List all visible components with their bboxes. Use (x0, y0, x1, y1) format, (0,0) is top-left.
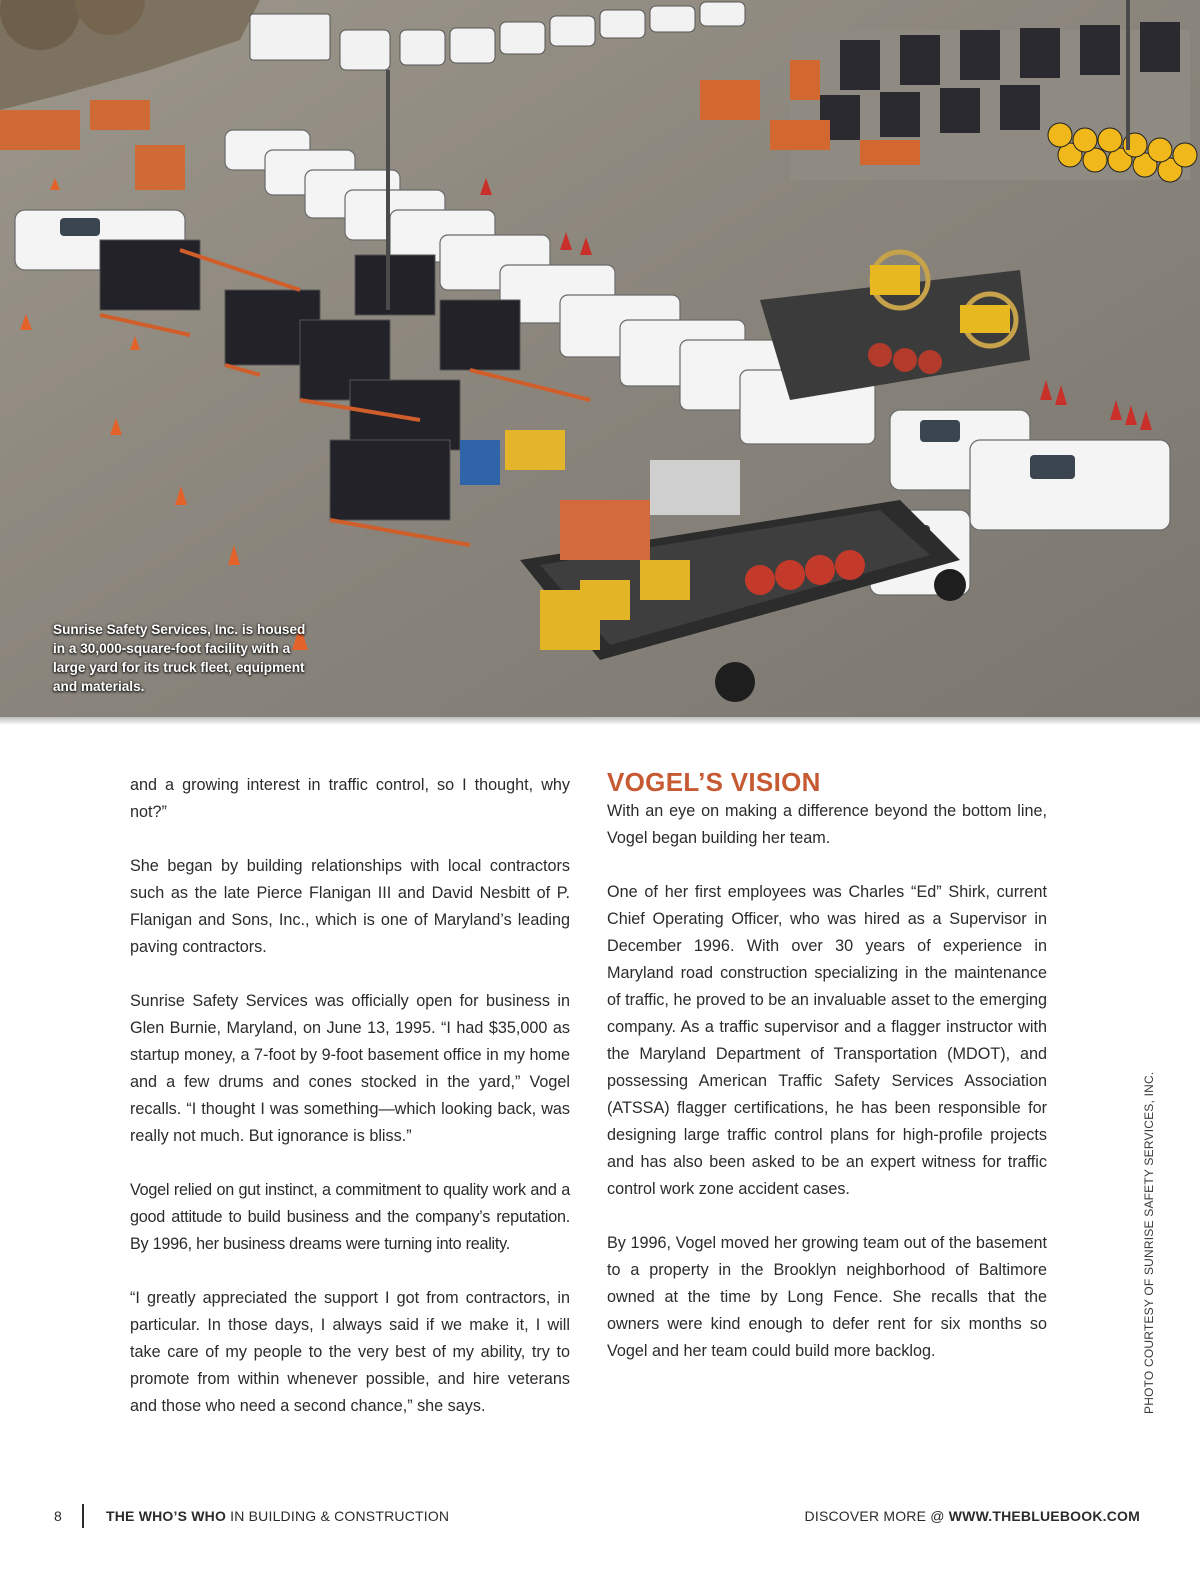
article-left-column (130, 772, 570, 1447)
photo-caption: Sunrise Safety Services, Inc. is housed in a 30,000-square-foot facility with a large yard for its truck fleet, equipment and materials. (53, 622, 306, 694)
footer-divider (82, 1504, 84, 1528)
yard-photo-scene (0, 0, 1200, 717)
publication-title-rest: IN BUILDING & CONSTRUCTION (226, 1508, 450, 1524)
left-paragraph-1: and a growing interest in traffic control, so I thought, why not?” (130, 776, 570, 821)
publication-title-bold: THE WHO’S WHO (106, 1508, 227, 1524)
left-paragraph-2: She began by building relationships with local contractors such as the late Pierce Flanigan III and David Nesbitt of P. Flanigan and Sons, Inc., which is one of Maryland’s leading paving contractors. (130, 857, 570, 956)
left-paragraph-5: “I greatly appreciated the support I got from contractors, in particular. In those days, I always said if we make it, I will take care of my people to the very best of my ability, try to promote from within whenever possible, and hire veterans and those who need a second chance,” she says. (130, 1289, 570, 1415)
discover-label: DISCOVER MORE @ (804, 1508, 949, 1524)
right-paragraph-2: One of her first employees was Charles “Ed” Shirk, current Chief Operating Officer, who was hired as a Supervisor in December 1996. With over 30 years of experience in Maryland road construction specializing in the maintenance of traffic, he proved to be an invaluable asset to the emerging company. As a traffic supervisor and a flagger instructor with the Maryland Department of Transportation (MDOT), and possessing American Traffic Safety Services Association (ATSSA) flagger certifications, he has been responsible for designing large traffic control plans for high-profile projects and has also been asked to be an expert witness for traffic control work zone accident cases. (607, 883, 1047, 1198)
yard-photo (0, 0, 1200, 717)
right-paragraph-1: With an eye on making a difference beyond the bottom line, Vogel began building her team. (607, 802, 1047, 847)
page-number: 8 (54, 1508, 62, 1524)
left-paragraph-3: Sunrise Safety Services was officially open for business in Glen Burnie, Maryland, on June 13, 1995. “I had $35,000 as startup money, a 7-foot by 9-foot basement office in my home and a few drums and cones stocked in the yard,” Vogel recalls. “I thought I was something—which looking back, was really not much. But ignorance is bliss.” (130, 992, 570, 1145)
website-link[interactable]: WWW.THEBLUEBOOK.COM (948, 1508, 1140, 1524)
right-paragraph-3: By 1996, Vogel moved her growing team out of the basement to a property in the Brooklyn neighborhood of Baltimore owned at the time by Long Fence. She recalls that the owners were kind enough to defer rent for six months so Vogel and her team could build more backlog. (607, 1234, 1047, 1360)
left-paragraph-4: Vogel relied on gut instinct, a commitment to quality work and a good attitude to build business and the company’s reputation. By 1996, her business dreams were turning into reality. (130, 1181, 570, 1253)
article-right-column (607, 767, 1047, 1392)
section-heading: VOGEL’S VISION (607, 767, 821, 797)
discover-more (805, 1508, 1140, 1524)
photo-bottom-shadow (0, 717, 1200, 725)
publication-title (106, 1508, 449, 1524)
photo-credit: PHOTO COURTESY OF SUNRISE SAFETY SERVICES, INC. (1142, 1071, 1156, 1414)
